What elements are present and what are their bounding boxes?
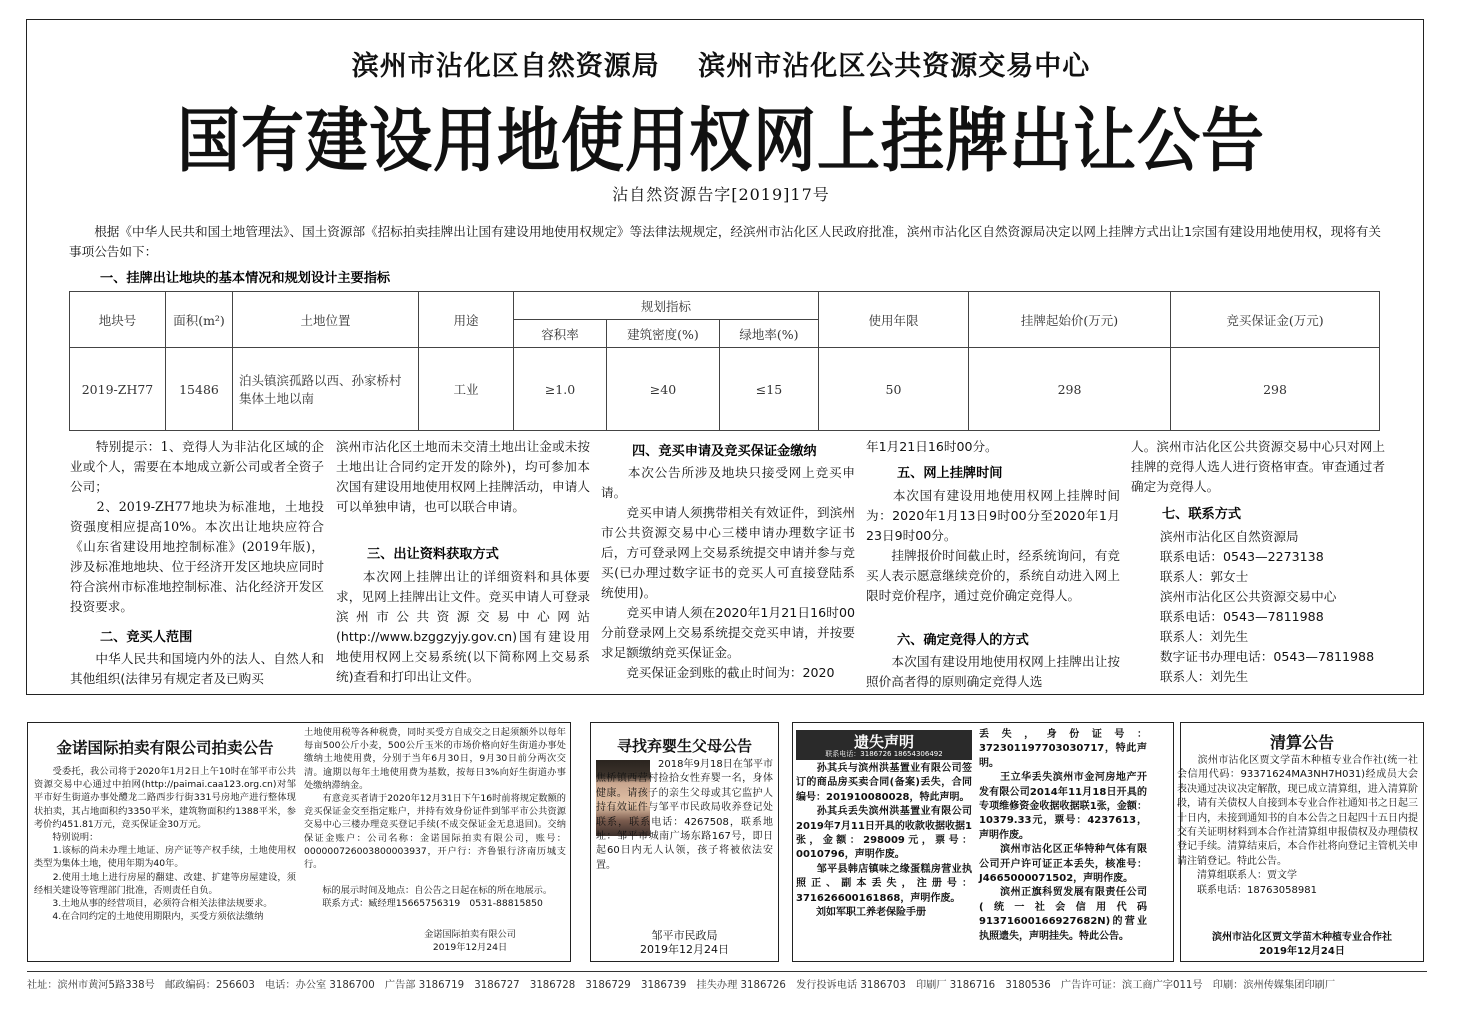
section2-continued: 滨州市沾化区土地而未交清土地出让金或未按土地出让合同约定开发的除外)，均可参加本次国有建设用地使用权网上挂牌活动，申请人可以单独申请，也可以联合申请。 <box>336 439 590 514</box>
th-location: 土地位置 <box>233 292 419 348</box>
section3-title: 三、出让资料获取方式 <box>367 547 499 562</box>
liquidation-ad-text: 滨州市沾化区贾文学苗木种植专业合作社(统一社会信用代码：93371624MA3NH7H031)经成员大会表决通过决议决定解散，现已成立清算组，进入清算阶段，请有关债权人自接到本专业合作社通知书之日起三十日内，未接到通知书的自本公告之日起四十五日内提交有关证明材料到本合作社清算组申报债权及办理债权登记手续。清算结束后，本合作社将向登记主管机关申请注销登记。特此公告。 清算组联系人：贾文学 联系电话：18763058981 <box>1177 755 1418 896</box>
cell-green: ≤15 <box>720 348 819 431</box>
footer-rule <box>27 971 1427 972</box>
loss-ad-left: 孙其兵与滨州洪基置业有限公司签订的商品房买卖合同(备案)丢失，合同编号：201910080028，特此声明。 孙其兵丢失滨州洪基置业有限公司2019年7月11日开具的收款收据收据1张，金额：298009元，票号：0010796，声明作废。 邹平县韩店镇味之缘蛋糕房营业执照正、副本丢失，注册号：371626600161868，声明作废。 刘如军职工养老保险手册 <box>796 763 972 919</box>
cell-term: 50 <box>819 348 969 431</box>
section4-text: 本次公告所涉及地块只接受网上竞买申请。 竞买申请人须携带相关有效证件，到滨州市公共资源交易中心三楼申请办理数字证书后，方可登录网上交易系统提交申请并参与竞买(已办理过数字证书的竞买人可直接登陆系统使用)。 竞买申请人须在2020年1月21日16时00分前登录网上交易系统提交竞买申请，并按要求足额缴纳竞买保证金。 竞买保证金到账的截止时间为：2020 <box>601 465 855 680</box>
cell-density: ≥40 <box>607 348 720 431</box>
cell-far: ≥1.0 <box>514 348 607 431</box>
cell-start-price: 298 <box>969 348 1171 431</box>
section4-title: 四、竞买申请及竞买保证金缴纳 <box>632 444 817 459</box>
section1-title: 一、挂牌出让地块的基本情况和规划设计主要指标 <box>100 271 391 286</box>
loss-ad-title: 遗失声明 <box>853 733 914 751</box>
liquidation-ad-signature: 滨州市沾化区贾文学苗木种植专业合作社 2019年12月24日 <box>1212 932 1392 958</box>
cell-area: 15486 <box>166 348 233 431</box>
infant-ad-text: 2018年9月18日在邹平市焦桥镇西营村捡拾女性弃婴一名，身体健康。请孩子的亲生父母或其它监护人持有效证件与邹平市民政局收养登记处联系，联系电话：4267508，联系地址：邹平市城南广场东路167号，即日起60日内无人认领，孩子将被依法安置。 <box>596 759 773 871</box>
section2-text: 中华人民共和国境内外的法人、自然人和其他组织(法律另有规定者及已购买 <box>70 651 324 686</box>
document-number: 沾自然资源告字[2019]17号 <box>612 185 830 204</box>
cell-parcel: 2019-ZH77 <box>70 348 166 431</box>
th-far: 容积率 <box>514 320 607 348</box>
th-term: 使用年限 <box>819 292 969 348</box>
section3-text: 本次网上挂牌出让的详细资料和具体要求，见网上挂牌出让文件。竞买申请人可登录滨州市公共资源交易中心网站(http://www.bzggzyjy.gov.cn)国有建设用地使用权网上交易系统(以下简称网上交易系统)查看和打印出让文件。 <box>336 569 590 684</box>
th-parcel: 地块号 <box>70 292 166 348</box>
auction-ad-title: 金诺国际拍卖有限公司拍卖公告 <box>56 739 274 757</box>
section2-title: 二、竞买人范围 <box>100 630 193 645</box>
th-start-price: 挂牌起始价(万元) <box>969 292 1171 348</box>
infant-ad-signature: 邹平市民政局 2019年12月24日 <box>640 929 729 957</box>
loss-ad-right: 丢失，身份证号：372301197703030717，特此声明。 王立华丢失滨州市金河房地产开发有限公司2014年11月18日开具的专项维修资金收据收据联1张，金额：10379.33元，票号：4237613，声明作废。 滨州市沾化区正华特种气体有限公司开户许可证正本丢失，核准号：J4665000071502，声明作废。 滨州正旗科贸发展有限责任公司(统一社会信用代码91371600166927682N)的营业执照遗失，声明挂失。特此公告。 <box>979 729 1147 942</box>
page-title: 国有建设用地使用权网上挂牌出让公告 <box>177 100 1265 182</box>
auction-ad-left: 受委托，我公司将于2020年1月2日上午10时在邹平市公共资源交易中心通过中拍网(http://paimai.caa123.org.cn)对邹平市好生街道办事处醴龙二路西步行街331号房地产进行整体现状拍卖，其占地面积约3350平米，建筑物面积约1388平米，参考价约451.81万元，竞买保证金30万元。 特别说明： 1.该标的尚未办理土地证、房产证等产权手续，土地使用权类型为集体土地，使用年期为40年。 2.使用土地上进行房屋的翻建、改建、扩建等房屋建设，须经相关建设等管理部门批准，否则责任自负。 3.土地从事的经营项目，必须符合相关法律法规要求。 4.在合同约定的土地使用期限内，买受方须依法缴纳 <box>34 766 296 923</box>
issuers-line: 滨州市沾化区自然资源局 滨州市沾化区公共资源交易中心 <box>351 51 1091 82</box>
th-density: 建筑密度(%) <box>607 320 720 348</box>
section6-title: 六、确定竞得人的方式 <box>897 633 1029 648</box>
auction-ad-contact: 标的展示时间及地点：自公告之日起在标的所在地展示。 联系方式：臧经理15665756319 0531-88815850 <box>322 885 553 910</box>
th-planning: 规划指标 <box>514 292 819 320</box>
auction-ad-signature: 金诺国际拍卖有限公司 2019年12月24日 <box>424 929 516 954</box>
infant-ad-title: 寻找弃婴生父母公告 <box>616 737 752 755</box>
th-deposit: 竞买保证金(万元) <box>1171 292 1380 348</box>
section6-text: 本次国有建设用地使用权网上挂牌出让按照价高者得的原则确定竞得人选 <box>866 654 1120 689</box>
th-green: 绿地率(%) <box>720 320 819 348</box>
section5-title: 五、网上挂牌时间 <box>897 466 1003 481</box>
th-use: 用途 <box>419 292 514 348</box>
auction-ad-right: 土地使用税等各种税费，同时买受方自成交之日起须额外以每年每亩500公斤小麦，500公斤玉米的市场价格向好生街道办事处缴纳土地使用费，分别于当年6月30日，9月30日前分两次交清。逾期以每年土地使用费为基数，按每日3%向好生街道办事处缴纳滞纳金。 有意竞买者请于2020年12月31日下午16时前将规定数额的竞买保证金交至指定账户，并持有效身份证件到邹平市公共资源交易中心三楼办理竞买登记手续(不成交保证金无息退回)。交纳保证金账户：公司名称：金诺国际拍卖有限公司，账号：000000726003800003937，开户行：齐鲁银行济南历城支行。 <box>304 727 566 871</box>
loss-ad-phone: 联系电话：3186726 18654306492 <box>825 750 943 758</box>
footer-info: 社址：滨州市黄河5路338号 邮政编码：256603 电话：办公室 3186700 广告部 3186719 3186727 3186728 3186729 3186739 挂失办理 3186726 发行投诉电话 3186703 印刷厂 3186716 3180536 广告许可证：滨工商广字011号 印刷：滨州传媒集团印刷厂 <box>27 980 1336 991</box>
intro-paragraph: 根据《中华人民共和国土地管理法》、国土资源部《招标拍卖挂牌出让国有建设用地使用权规定》等法律法规规定，经滨州市沾化区人民政府批准，滨州市沾化区自然资源局决定以网上挂牌方式出让1宗国有建设用地使用权，现将有关事项公告如下： <box>69 224 1381 259</box>
contact-list: 滨州市沾化区自然资源局 联系电话：0543—2273138 联系人：郭女士 滨州市沾化区公共资源交易中心 联系电话：0543—7811988 联系人：刘先生 数字证书办理电话：0543—7811988 联系人：刘先生 <box>1160 529 1375 684</box>
parcel-table <box>69 291 1380 431</box>
section7-title: 七、联系方式 <box>1162 507 1242 522</box>
section5-text: 本次国有建设用地使用权网上挂牌时间为：2020年1月13日9时00分至2020年1月23日9时00分。 挂牌报价时间截止时，经系统询问，有竞买人表示愿意继续竞价的，系统自动进入网上限时竞价程序，通过竞价确定竞得人。 <box>866 488 1120 603</box>
section4-continued: 年1月21日16时00分。 <box>866 439 998 454</box>
th-area: 面积(m²) <box>166 292 233 348</box>
cell-deposit: 298 <box>1171 348 1380 431</box>
cell-use: 工业 <box>419 348 514 431</box>
liquidation-ad-title: 清算公告 <box>1269 733 1334 752</box>
cell-location: 泊头镇滨孤路以西、孙家桥村集体土地以南 <box>233 348 419 431</box>
special-notice: 特别提示：1、竞得人为非沾化区域的企业或个人，需要在本地成立新公司或者全资子公司； 2、2019-ZH77地块为标准地，土地投资强度相应提高10%。本次出让地块应符合《山东省建设用地控制标准》(2019年版)，涉及标准地地块、位于经济开发区地块应同时符合滨州市标准地控制标准、沾化经济开发区投资要求。 <box>70 439 324 614</box>
section6-continued: 人。滨州市沾化区公共资源交易中心只对网上挂牌的竞得人选人进行资格审查。审查通过者确定为竞得人。 <box>1131 439 1385 494</box>
table-row <box>70 348 1380 431</box>
